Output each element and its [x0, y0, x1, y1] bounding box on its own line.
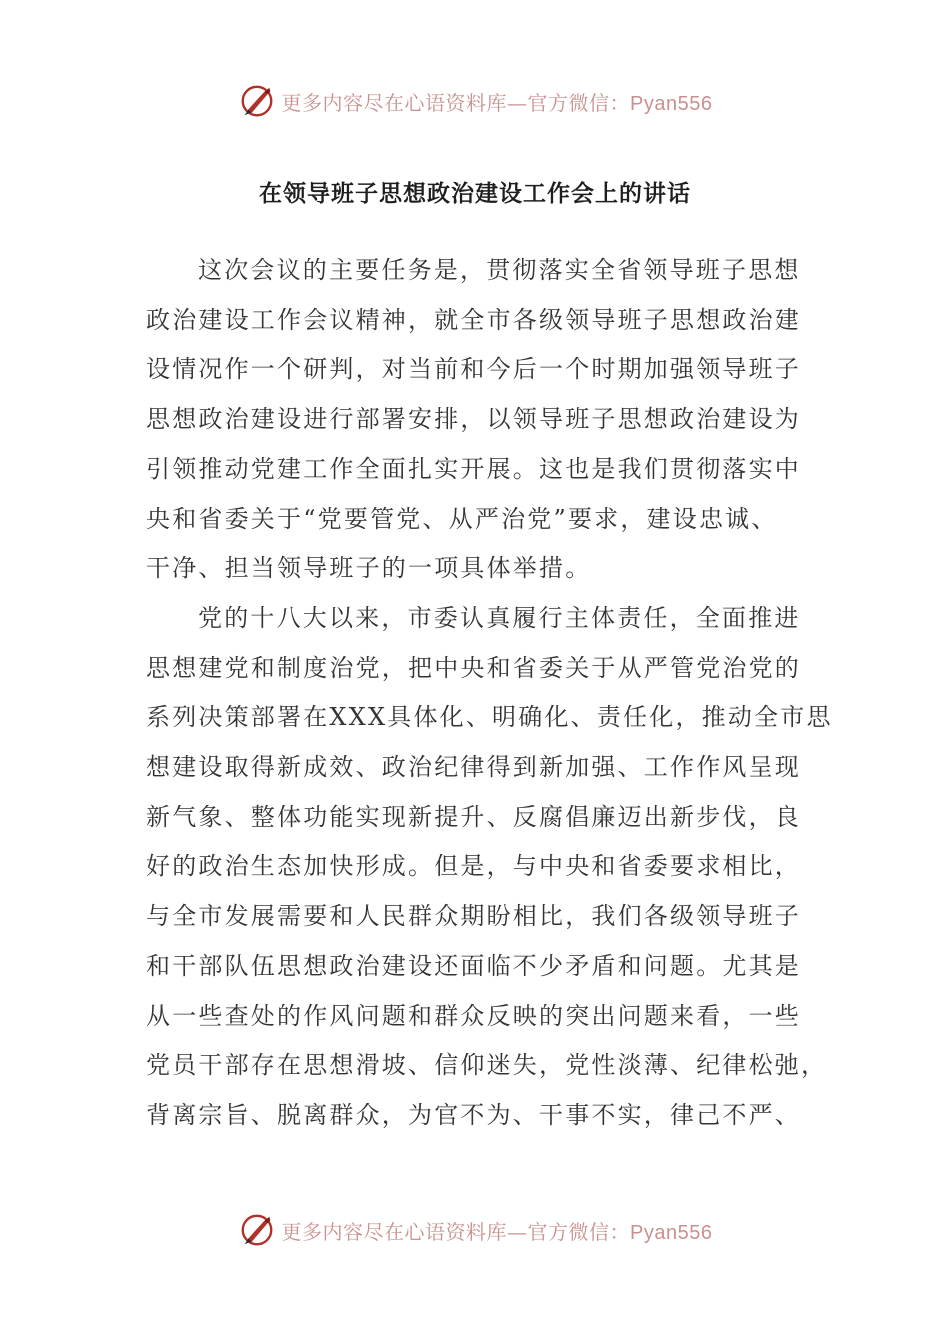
- paragraph-line: 干净、担当领导班子的一项具体举措。: [146, 554, 592, 583]
- paragraph-line: 引领推动党建工作全面扎实开展。这也是我们贯彻落实中: [146, 454, 801, 483]
- paragraph-line: 背离宗旨、脱离群众，为官不为、干事不实，律己不严、: [146, 1100, 801, 1129]
- paragraph-2: [146, 594, 833, 1141]
- footer-watermark: [0, 1205, 950, 1255]
- paragraph-line: 党的十八大以来，市委认真履行主体责任，全面推进: [198, 603, 801, 632]
- header-watermark: [0, 76, 950, 126]
- paragraph-line: 新气象、整体功能实现新提升、反腐倡廉迈出新步伐，良: [146, 802, 801, 831]
- wechat-id: Pyan556: [630, 1221, 713, 1244]
- paragraph-line: 与全市发展需要和人民群众期盼相比，我们各级领导班子: [146, 902, 801, 931]
- document-title: 在领导班子思想政治建设工作会上的讲话: [259, 181, 691, 207]
- paragraph-1: [146, 246, 806, 594]
- wechat-id: Pyan556: [630, 92, 713, 115]
- pen-logo-icon: [238, 1211, 276, 1249]
- paragraph-line: 思想政治建设进行部署安排，以领导班子思想政治建设为: [146, 405, 801, 434]
- paragraph-line: 这次会议的主要任务是，贯彻落实全省领导班子思想: [198, 256, 801, 284]
- paragraph-line: 系列决策部署在XXX具体化、明确化、责任化，推动全市思: [146, 703, 833, 732]
- document-body: [146, 246, 833, 1141]
- paragraph-line: 央和省委关于“党要管党、从严治党”要求，建设忠诚、: [146, 504, 778, 533]
- paragraph-line: 党员干部存在思想滑坡、信仰迷失，党性淡薄、纪律松弛，: [146, 1051, 828, 1080]
- paragraph-line: 想建设取得新成效、政治纪律得到新加强、工作作风呈现: [146, 753, 801, 782]
- paragraph-line: 和干部队伍思想政治建设还面临不少矛盾和问题。尤其是: [146, 951, 801, 980]
- watermark-text: 更多内容尽在心语资料库—官方微信：Pyan556: [281, 90, 713, 115]
- paragraph-line: 政治建设工作会议精神，就全市各级领导班子思想政治建: [146, 305, 801, 334]
- watermark-text: 更多内容尽在心语资料库—官方微信：Pyan556: [281, 1219, 713, 1244]
- pen-logo-icon: [238, 82, 276, 120]
- paragraph-line: 从一些查处的作风问题和群众反映的突出问题来看，一些: [146, 1001, 801, 1030]
- paragraph-line: 设情况作一个研判，对当前和今后一个时期加强领导班子: [146, 355, 801, 384]
- paragraph-line: 好的政治生态加快形成。但是，与中央和省委要求相比，: [146, 852, 801, 881]
- paragraph-line: 思想建党和制度治党，把中央和省委关于从严管党治党的: [146, 653, 801, 682]
